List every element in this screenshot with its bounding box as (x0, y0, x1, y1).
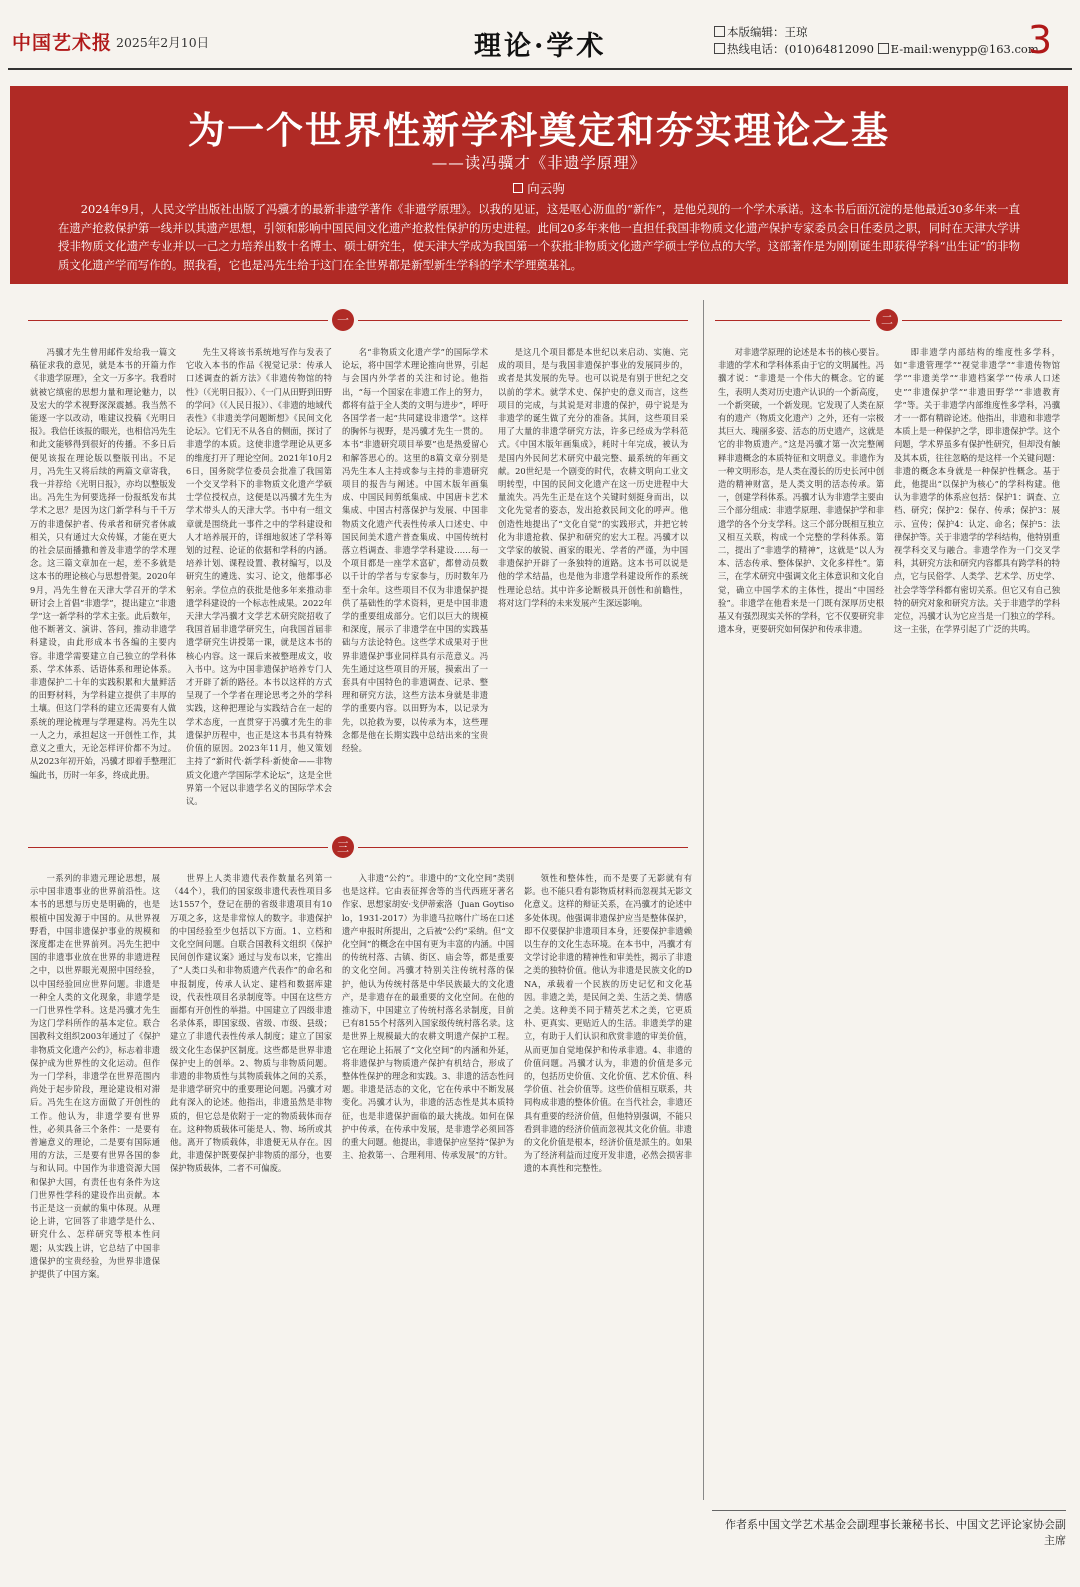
body-column: 即非遗学内部结构的维度性多学科，如“非遗管理学”“视觉非遗学”“非遗传物馆学”“非遗美学”“非遗档案学”“传承人口述史”“非遗保护学”“非遗田野学”“非遗教育学”等。关于非遗学内部维度性多学科，冯骥才一一都有精辟论述。他指出，非遗和非遗学本质上是一种保护之学，即非遗保护学。这个问题，学术界虽多有保护性研究，但却没有触及其本质，往往忽略的是这样一个关键问题：非遗的概念本身就是一种保护性概念。基于此，他提出“以保护为核心”的学科构建。他认为非遗学的体系应包括：保护1：调查、立档、研究；保护2：保存、传承；保护3：展示、宣传；保护4：认定、命名；保护5：法律保护等。关于非遗学的学科结构，他特别重视学科交叉与融合。非遗学作为一门交叉学科，其研究方法和研究内容都具有跨学科的特点，它与民俗学、人类学、艺术学、历史学、社会学等学科都有密切关系。但它又有自己独特的研究对象和研究方法。关于非遗学的学科定位，冯骥才认为它应当是一门独立的学科。这一主张，在学界引起了广泛的共鸣。 (894, 347, 1060, 635)
body-column: 对非遗学原理的论述是本书的核心要旨。非遗的学术和学科体系由于它的文明属性。冯骥才说：“非遗是一个伟大的概念。它的诞生，表明人类对历史遗产认识的一个新高度，一个新突破，一个新发现。它发现了人类在原有的遗产（物质文化遗产）之外，还有一宗极其巨大、瑰丽多姿、活态的历史遗产，这就是它的非物质遗产。”这是冯骥才第一次完整阐释非遗概念的本质特征和文明意义。非遗作为一种文明形态，是人类在漫长的历史长河中创造的精神财富，是人类文明的活态传承。第一，创建学科体系。冯骥才认为非遗学主要由三个部分组成：非遗学原理、非遗保护学和非遗学的各个分支学科。这三个部分既相互独立又相互关联，构成一个完整的学科体系。第二，提出了“非遗学的精神”，这就是“以人为本、活态传承、整体保护、文化多样性”。第三，在学术研究中强调文化主体意识和文化自觉，确立中国学术的主体性，提出“中国经验”。非遗学在他看来是一门既有深厚历史根基又有强烈现实关怀的学科，它不仅要研究非遗本身，更要研究如何保护和传承非遗。 (718, 347, 884, 635)
contact-info (714, 24, 1039, 58)
newspaper-name: 中国艺术报 (12, 32, 113, 54)
author-box-icon (513, 183, 523, 193)
checkbox-icon (878, 43, 889, 54)
section-divider (358, 320, 688, 321)
checkbox-icon (714, 43, 725, 54)
editor-text: 本版编辑：王琼 (727, 25, 808, 39)
article-banner (10, 86, 1068, 284)
section-divider (28, 847, 328, 848)
editor-line (714, 24, 1039, 41)
body-column: 领性和整体性，而不是要了无影就有有影。也不能只看有影物质材料而忽视其无影文化意义。这样的辩证关系，在冯骥才的论述中多处体现。他强调非遗保护应当是整体保护，即不仅要保护非遗项目本身，还要保护非遗赖以生存的文化生态环境。在本书中，冯骥才有文学讨论非遗的精神性和审美性，揭示了非遗之美的独特价值。他认为非遗是民族文化的DNA，承载着一个民族的历史记忆和文化基因。非遗之美，是民间之美、生活之美、情感之美。这种美不同于精英艺术之美，它更质朴、更真实、更贴近人的生活。非遗美学的建立，有助于人们认识和欣赏非遗的审美价值，从而更加自觉地保护和传承非遗。4、非遗的价值问题。冯骥才认为，非遗的价值是多元的，包括历史价值、文化价值、艺术价值、科学价值、社会价值等。这些价值相互联系，共同构成非遗的整体价值。在当代社会，非遗还具有重要的经济价值，但他特别强调，不能只看到非遗的经济价值而忽视其文化价值。非遗的文化价值是根本，经济价值是派生的。如果为了经济利益而过度开发非遗，必然会损害非遗的本真性和完整性。 (524, 873, 692, 1174)
body-column: 先生又将该书系统地写作与发表了它收入本书的作品《视觉记录：传承人口述调查的新方法》《非遗传物馆的特性》（《光明日报》）、《一门从田野到田野的学问》（《人民日报》）、《非遗的地域代表性》《非遗美学问题断想》《民间文化论坛》。它们无不从各自的侧面，探讨了非遗学的本质。这使非遗学理论从更多的维度打开了理论空间。2021年10月26日，国务院学位委员会批准了我国第一个交叉学科下的非物质文化遗产学硕士学位授权点，这便是以冯骥才先生为学术带头人的天津大学。书中有一组文章就是围绕此一事件之中的学科建设和人才培养展开的，详细地叙述了学科筹划的过程、论证的依据和学科的内涵。培养计划、课程设置、教材编写，以及研究生的遴选、实习、论文，他都事必躬亲。学位点的获批是他多年来推动非遗学科建设的一个标志性成果。2022年天津大学冯骥才文学艺术研究院招收了我国首届非遗学研究生，向我国首届非遗学研究生讲授第一课，就是这本书的核心内容。这一课后来被整理成文，收入书中。这为中国非遗保护培养专门人才开辟了新的路径。本书以这样的方式呈现了一个学者在理论思考之外的学科实践，这种把理论与实践结合在一起的学术态度，一直贯穿于冯骥才先生的非遗保护历程中，也正是这本书具有特殊价值的原因。2023年11月，他又策划主持了“新时代·新学科·新使命——非物质文化遗产学国际学术论坛”，这是全世界第一个冠以非遗学名义的国际学术会议。 (186, 347, 332, 806)
phone-email-line (714, 41, 1039, 58)
body-column: 世界上人类非遗代表作数量名列第一（44个），我们的国家级非遗代表性项目多达1557个，登记在册的省级非遗项目有10万项之多，这是非常惊人的数字。非遗保护的中国经验至少包括以下方面。1、立档和文化空间问题。自联合国教科文组织《保护民间创作建议案》通过与发布以来，它推出了“人类口头和非物质遗产代表作”的命名和申报制度，传承人认定、建档和数据库建设，代表性项目名录制度等。中国在这些方面都有开创性的举措。中国建立了四级非遗名录体系，即国家级、省级、市级、县级；建立了非遗代表性传承人制度；建立了国家级文化生态保护区制度。这些都是世界非遗保护史上的创举。2、物质与非物质问题。非遗的非物质性与其物质载体之间的关系，是非遗学研究中的重要理论问题。冯骥才对此有深入的论述。他指出，非遗虽然是非物质的，但它总是依附于一定的物质载体而存在。这种物质载体可能是人、物、场所或其他。离开了物质载体，非遗便无从存在。因此，非遗保护既要保护非物质的部分，也要保护物质载体，二者不可偏废。 (170, 873, 332, 1174)
section-divider (28, 320, 328, 321)
checkbox-icon (714, 26, 725, 37)
section-divider (715, 320, 870, 321)
section-divider (358, 847, 688, 848)
email-text: E-mail:wenypp@163.com (890, 42, 1039, 56)
section-divider (902, 320, 1062, 321)
section-three-marker: 三 (332, 836, 354, 858)
section-two-marker: 二 (876, 309, 898, 331)
masthead (8, 18, 1072, 62)
author-note: 作者系中国文学艺术基金会副理事长兼秘书长、中国文艺评论家协会副主席 (725, 1518, 1066, 1547)
section-title: 理论·学术 (474, 31, 607, 62)
author-name: 向云驹 (527, 181, 565, 196)
body-column: 入非遗“公约”。非遗中的“文化空间”类别也是这样。它由表征挥舍等的当代西班牙著名作家、思想家胡安·戈伊蒂索洛（Juan Goytisolo，1931-2017）为非遗马拉喀什广场在口述遗产申报时所提出，之后被“公约”采纳。但“文化空间”的概念在中国有更为丰富的内涵。中国的传统村落、古镇、街区、庙会等，都是重要的文化空间。冯骥才特别关注传统村落的保护，他认为传统村落是中华民族最大的文化遗产，是非遗存在的最重要的文化空间。在他的推动下，中国建立了传统村落名录制度，目前已有8155个村落列入国家级传统村落名录。这是世界上规模最大的农耕文明遗产保护工程。它在理论上拓展了“文化空间”的内涵和外延，将非遗保护与物质遗产保护有机结合，形成了整体性保护的理念和实践。3、非遗的活态性问题。非遗是活态的文化，它在传承中不断发展变化。冯骥才认为，非遗的活态性是其本质特征，也是非遗保护面临的最大挑战。如何在保护中传承，在传承中发展，是非遗学必须回答的重大问题。他提出，非遗保护应坚持“保护为主、抢救第一、合理利用、传承发展”的方针。 (342, 873, 514, 1161)
article-subtitle: ——读冯骥才《非遗学原理》 (431, 154, 647, 172)
article-lead: 2024年9月，人民文学出版社出版了冯骥才的最新非遗学著作《非遗学原理》。以我的见证，这是呕心沥血的“新作”，是他兑现的一个学术承诺。这本书后面沉淀的是他最近30多年来一直在遗产抢救保护第一线并以其遗产思想，引领和影响中国民间文化遗产抢救性保护的历史进程。此间20多年来他一直担任我国非物质文化遗产保护专家委员会日任委员之职，同时在天津大学讲授非物质文化遗产专业并以一己之力培养出数十名博士、硕士研究生，使天津大学成为我国第一个获批非物质文化遗产学硕士学位点的大学。这部著作是为刚刚诞生即获得学科“出生证”的非物质文化遗产学而写作的。照我看，它也是冯先生给于这门在全世界都是新型新生学科的学术学理奠基礼。 (58, 202, 1020, 272)
body-column: 是这几个项目都是本世纪以来启动、实施、完成的项目，是与我国非遗保护事业的发展同步的，或者是其发展的先导。也可以说是有别于世纪之交以前的学术。就学术史、保护史的意义而言，这些项目的完成，与其说是对非遗的保护，毋宁说是为非遗学的诞生做了充分的准备。其间，这些项目采用了大量的非遗学研究方法，许多已经成为学科范式。《中国木版年画集成》，耗时十年完成，被认为是国内外民间艺术研究中最完整、最系统的年画文献。20世纪是一个剧变的时代，农耕文明向工业文明转型，中国的民间文化遗产在这一历史进程中大量流失。冯先生正是在这个关键时刻挺身而出，以文化先觉者的姿态，发出抢救民间文化的呼声。他创造性地提出了“文化自觉”的实践形式，并把它转化为非遗抢救、保护和研究的宏大工程。冯骥才以文学家的敏锐、画家的眼光、学者的严谨，为中国非遗保护开辟了一条独特的道路。这本书可以说是他的学术结晶，也是他为非遗学科建设所作的系统性理论总结。其中许多论断极具开创性和前瞻性，将对这门学科的未来发展产生深远影响。 (498, 347, 688, 608)
page-number: 3 (1027, 18, 1052, 62)
header-rule (8, 68, 1072, 70)
section-one-marker: 一 (332, 309, 354, 331)
phone-text: 热线电话：(010)64812090 (727, 42, 874, 56)
footer-rule (712, 1510, 1066, 1511)
body-column: 名“非物质文化遗产学”的国际学术论坛，将中国学术理论推向世界，引起与会国内外学者的关注和讨论。他指出，“每一个国家在非遗工作上的努力，都将有益于全人类的文明与进步”，呼吁各国学者一起“共同建设非遗学”。这样的胸怀与视野，是冯骥才先生一贯的。本书“非遗研究项目举要”也是热爱留心和解答思心的。这里的8篇文章分别是冯先生本人主持或参与主持的非遗研究项目的报告与阐述。中国木版年画集成、中国民间剪纸集成、中国唐卡艺术集成、中国古村落保护与发展、中国非物质文化遗产代表性传承人口述史、中国民间美术遗产普查集成、中国传统村落立档调查、非遗学学科建设……每一个项目都是一座学术富矿，都曾动员数以千计的学者与专家参与，历时数年乃至十余年。这些项目不仅为非遗保护提供了基础性的学术资料，更是中国非遗学的重要组成部分。它们以巨大的规模和深度，展示了非遗学在中国的实践基础与方法论特色。这些学术成果对于世界非遗保护事业同样具有示范意义。冯先生通过这些项目的开展，摸索出了一套具有中国特色的非遗调查、记录、整理和研究方法，这些方法本身就是非遗学的重要内容。以田野为本，以记录为先，以抢救为要，以传承为本，这些理念都是他在长期实践中总结出来的宝贵经验。 (342, 347, 488, 754)
body-column: 冯骥才先生曾用邮件发给我一篇文稿征求我的意见，就是本书的开篇力作《非遗学原理》，全文一万多字。我看时就被它缜密的思想力量和理论魅力，以及宏大的学术视野深深震撼。我当然不能逐一字以改动，唯建议投稿《光明日报》。我信任该报的眼光，也相信冯先生和此文能够得到很好的传播。不多日后便见该报在理论版以整版刊出。不足月，冯先生又将后续的两篇文章寄我，我一并荐给《光明日报》，亦均以整版发出。冯先生为何要选择一份报纸发布其学术之思？是因为这门新学科与千千万万的非遗保护者、传承者和研究者休戚相关，只有通过大众传媒，才能在更大的社会层面播撒和普及非遗学的学术理念。这三篇文章加在一起，差不多就是这本书的理论核心与思想骨架。2020年9月，冯先生曾在天津大学召开的学术研讨会上首倡“非遗学”，提出建立“非遗学”这一新学科的学术主张。此后数年，他不断著文、演讲、答问，推动非遗学科建设，由此形成本书各编的主要内容。非遗学需要建立自己独立的学科体系、学术体系、话语体系和理论体系。非遗保护二十年的实践积累和大量鲜活的田野材料，为学科建立提供了丰厚的土壤。但这门学科的建立还需要有人做系统的理论梳理与学理建构。冯先生以一人之力，承担起这一开创性工作，其意义之重大，无论怎样评价都不为过。从2023年初开始，冯骥才即着手整理汇编此书，历时一年多，终成此册。 (30, 347, 176, 780)
body-column: 一系列的非遗元理论思想，展示中国非遗事业的世界前沿性。这本书的思想与历史是明确的，也是根植中国发源于中国的。从世界视野看，中国非遗保护事业的规模和深度都走在世界前列。冯先生把中国的非遗事业放在世界的非遗进程之中，以世界眼光观照中国经验，以中国经验回应世界问题。非遗是一种全人类的文化现象，非遗学是一门世界性学科。这是冯骥才先生为这门学科所作的基本定位。联合国教科文组织2003年通过了《保护非物质文化遗产公约》，标志着非遗保护成为世界性的文化运动。但作为一门学科，非遗学在世界范围内尚处于起步阶段，理论建设相对滞后。冯先生在这方面做了开创性的工作。他认为，非遗学要有世界性，必须具备三个条件：一是要有普遍意义的理论，二是要有国际通用的方法，三是要有世界各国的参与和认同。中国作为非遗资源大国和保护大国，有责任也有条件为这门世界性学科的建设作出贡献。本书正是这一贡献的集中体现。从理论上讲，它回答了非遗学是什么、研究什么、怎样研究等根本性问题；从实践上讲，它总结了中国非遗保护的宝贵经验，为世界非遗保护提供了中国方案。 (30, 873, 160, 1280)
issue-date: 2025年2月10日 (116, 35, 210, 50)
article-title: 为一个世界性新学科奠定和夯实理论之基 (188, 109, 890, 152)
article-author (10, 179, 1068, 197)
column-separator (703, 300, 704, 1500)
